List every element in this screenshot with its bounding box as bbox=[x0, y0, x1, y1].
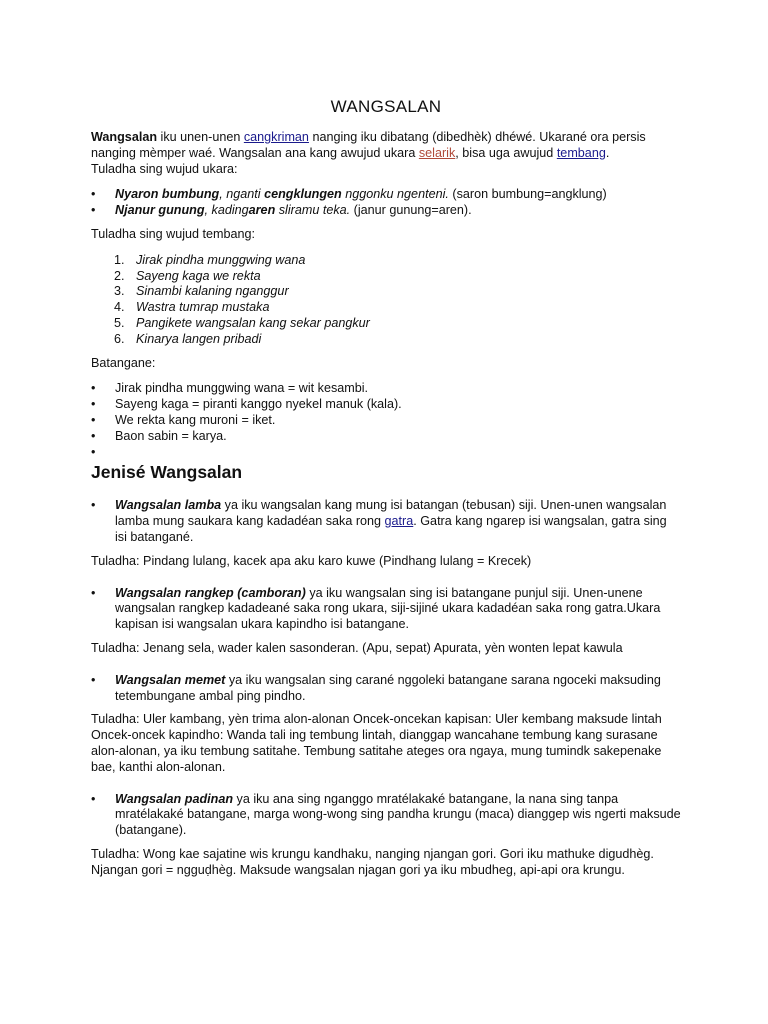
list-item bbox=[91, 792, 681, 839]
jenis-list-lamba bbox=[91, 498, 681, 545]
list-item bbox=[91, 673, 681, 705]
list-text: Sayeng kaga we rekta bbox=[136, 268, 261, 283]
list-item bbox=[91, 586, 681, 633]
intro-text: nanging iku dibatang (dibedhèk) dhéwé. Ukarané ora persis nanging mèmper waé. Wangsalan ana kang awujud ukara bbox=[91, 130, 646, 160]
ukara-label: Tuladha sing wujud ukara: bbox=[91, 161, 238, 176]
jenis-name: Wangsalan rangkep (camboran) bbox=[115, 585, 306, 600]
jenis-name: Wangsalan padinan bbox=[115, 791, 234, 806]
example-text: , nganti bbox=[219, 187, 265, 202]
example-text: , kading bbox=[204, 203, 249, 218]
list-item bbox=[91, 284, 681, 300]
tuladha-lamba: Tuladha: Pindang lulang, kacek apa aku karo kuwe (Pindhang lulang = Krecek) bbox=[91, 553, 532, 568]
jenis-list-memet bbox=[91, 673, 681, 705]
intro-term: Wangsalan bbox=[91, 130, 158, 144]
jenis-list-padinan bbox=[91, 792, 681, 839]
list-number: 2. bbox=[114, 268, 125, 283]
intro-text: . bbox=[605, 145, 610, 160]
tuladha-memet: Tuladha: Uler kambang, yèn trima alon-alonan Oncek-oncekan kapisan: Uler kembang maksude lintah Oncek-oncek kapindho: Wanda tali ing tembung lintah, dianggap wancahane tembung kang surasane alon-alonan, ya iku tembung satitahe. Tembung satitahe ateges ora ngaya, mung tumindk sakepenake bae, kanthi alon-alonan. bbox=[91, 712, 662, 774]
jenis-text: ya iku wangsalan sing carané nggoleki batangane sarana ngoceki maksuding tetembungane ambal ping pindho. bbox=[115, 672, 661, 703]
example-note: (saron bumbung=angklung) bbox=[448, 187, 607, 202]
example-text: sliramu teka. bbox=[275, 203, 351, 218]
list-number: 3. bbox=[114, 284, 125, 299]
list-number: 4. bbox=[114, 300, 125, 315]
ukara-examples-list bbox=[91, 187, 681, 219]
link-cangkriman[interactable]: cangkriman bbox=[243, 130, 309, 144]
tembang-label: Tuladha sing wujud tembang: bbox=[91, 226, 256, 241]
page-title: WANGSALAN bbox=[330, 97, 442, 116]
document-content bbox=[91, 96, 681, 878]
link-selarik[interactable]: selarik bbox=[418, 145, 456, 160]
list-item: • Sayeng kaga = piranti kanggo nyekel manuk (kala). bbox=[91, 397, 681, 413]
jenis-name: Wangsalan memet bbox=[115, 672, 226, 687]
batangane-label: Batangane: bbox=[91, 355, 156, 370]
list-item bbox=[91, 203, 681, 219]
example-phrase: aren bbox=[248, 203, 276, 218]
link-tembang[interactable]: tembang bbox=[556, 145, 606, 160]
list-item: • We rekta kang muroni = iket. bbox=[91, 413, 681, 429]
example-phrase: Njanur gunung bbox=[115, 203, 205, 218]
intro-text: iku unen-unen bbox=[157, 130, 244, 144]
list-text: Wastra tumrap mustaka bbox=[136, 300, 270, 315]
list-item: • Jirak pindha munggwing wana = wit kesambi. bbox=[91, 381, 681, 397]
empty-list-item bbox=[91, 445, 681, 461]
jenis-text: . Gatra kang ngarep isi wangsalan, gatra sing isi batangané. bbox=[115, 514, 667, 544]
list-item bbox=[91, 269, 681, 285]
jenis-text: ya iku wangsalan sing isi batangane punjul siji. Unen-unene wangsalan rangkep kadadeané saka rong ukara, siji-sijiné ukara kadadéan saka rong gatra.Ukara kapisan isi wangsalan ukara kapindho isi batangane. bbox=[115, 585, 661, 632]
list-number: 1. bbox=[114, 252, 125, 267]
example-phrase: Nyaron bumbung bbox=[115, 187, 220, 202]
example-text: nggonku ngenteni. bbox=[341, 187, 449, 202]
intro-text: , bisa uga awujud bbox=[455, 145, 557, 160]
jenis-text: ya iku wangsalan kang mung isi batangan (tebusan) siji. Unen-unen wangsalan lamba mung saukara kang kadadéan saka rong bbox=[115, 498, 667, 529]
list-item bbox=[91, 300, 681, 316]
list-item bbox=[91, 498, 681, 545]
list-text: Jirak pindha munggwing wana bbox=[136, 252, 306, 267]
list-text: Sinambi kalaning nganggur bbox=[136, 284, 289, 299]
list-number: 5. bbox=[114, 315, 125, 330]
jenis-list-rangkep bbox=[91, 586, 681, 633]
list-item bbox=[91, 187, 681, 203]
tembang-list bbox=[91, 253, 681, 348]
list-item bbox=[91, 332, 681, 348]
tuladha-padinan: Tuladha: Wong kae sajatine wis krungu kandhaku, nanging njangan gori. Gori iku mathuke digudhèg. Njangan gori = ngguḍhèg. Maksude wangsalan njagan gori ya iku mbudheg, api-api ora krungu. bbox=[91, 846, 654, 877]
list-text: Pangikete wangsalan kang sekar pangkur bbox=[136, 315, 370, 330]
example-phrase: cengklungen bbox=[264, 187, 342, 202]
list-item: • Baon sabin = karya. bbox=[91, 429, 681, 445]
jenis-name: Wangsalan lamba bbox=[115, 498, 222, 513]
batangane-list bbox=[91, 381, 681, 460]
jenis-text: ya iku ana sing nganggo mratélakaké batangane, la nana sing tanpa mratélakaké batangane, marga wong-wong sing pandha krungu (maca) dianggep wis ngerti maksude (batangane). bbox=[115, 791, 681, 838]
link-gatra[interactable]: gatra bbox=[384, 514, 414, 529]
tuladha-rangkep: Tuladha: Jenang sela, wader kalen sasonderan. (Apu, sepat) Apurata, yèn wonten lepat kawula bbox=[91, 640, 623, 655]
list-item bbox=[91, 316, 681, 332]
example-note: (janur gunung=aren). bbox=[350, 203, 472, 218]
list-number: 6. bbox=[114, 331, 125, 346]
list-text: Kinarya langen pribadi bbox=[136, 331, 262, 346]
intro-paragraph bbox=[91, 130, 681, 162]
section-heading: Jenisé Wangsalan bbox=[91, 462, 243, 483]
list-item bbox=[91, 253, 681, 269]
